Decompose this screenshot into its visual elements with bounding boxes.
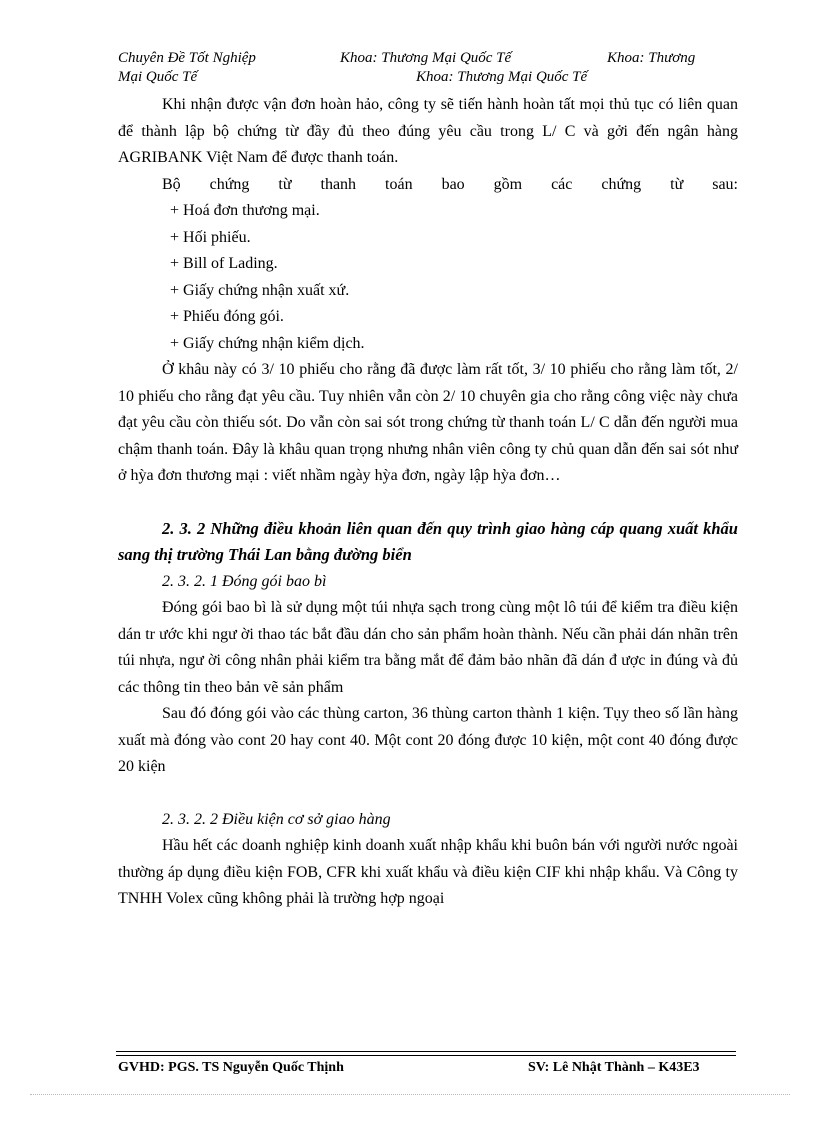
- header-col1-line1: Chuyên Đề Tốt Nghiệp: [118, 50, 256, 66]
- list-item-invoice: + Hoá đơn thương mại.: [170, 202, 320, 219]
- spacer: [118, 490, 738, 516]
- list-item-certificate-of-origin: + Giấy chứng nhận xuất xứ.: [170, 281, 350, 299]
- section-heading: 2. 3. 2 Những điều khoản liên quan đến quy trình giao hàng cáp quang xuất khẩu sang thị trường Thái Lan bằng đường biển: [118, 518, 738, 564]
- spacer: [118, 781, 738, 807]
- footer-student: SV: Lê Nhật Thành – K43E3: [528, 1060, 700, 1075]
- footer-supervisor: GVHD: PGS. TS Nguyễn Quốc Thịnh: [118, 1060, 344, 1075]
- paragraph-documents-list-intro: Bộ chứng từ thanh toán bao gồm các chứng từ sau:: [162, 175, 738, 193]
- header-col2-line2: Khoa: Thương Mại Quốc Tế: [416, 69, 588, 85]
- paragraph-carton: Sau đó đóng gói vào các thùng carton, 36 thùng carton thành 1 kiện. Tụy theo số lần hàng xuất mà đóng vào cont 20 hay cont 40. Một cont 20 đóng được 10 kiện, một cont 40 đóng được 20 kiện: [118, 705, 738, 775]
- list-item-packing-list: + Phiếu đóng gói.: [170, 308, 284, 325]
- list-item-inspection-certificate: + Giấy chứng nhận kiểm dịch.: [170, 334, 365, 352]
- list-item-bill-of-lading: + Bill of Lading.: [170, 255, 278, 272]
- header-col1-line2: Mại Quốc Tế: [118, 69, 198, 85]
- paragraph-documents-intro: Khi nhận được vận đơn hoàn hảo, công ty sẽ tiến hành hoàn tất mọi thủ tục có liên quan để thành lập bộ chứng từ đầy đủ theo đúng yêu cầu trong L/ C và gởi đến ngân hàng AGRIBANK Việt Nam để được thanh toán.: [118, 96, 738, 166]
- footer-divider-thin: [116, 1055, 736, 1056]
- document-body: [118, 92, 738, 913]
- subsection-heading-packaging: 2. 3. 2. 1 Đóng gói bao bì: [162, 572, 327, 590]
- subsection-heading-delivery-terms: 2. 3. 2. 2 Điều kiện cơ sở giao hàng: [162, 810, 391, 828]
- paragraph-evaluation: Ở khâu này có 3/ 10 phiếu cho rằng đã được làm rất tốt, 3/ 10 phiếu cho rằng làm tốt, 2/ 10 phiếu cho rằng đạt yêu cầu. Tuy nhiên vẫn còn 2/ 10 chuyên gia cho rằng công việc này chưa đạt yêu cầu còn thiếu sót. Do vẫn còn sai sót trong chứng từ thanh toán L/ C dẫn đến người mua chậm thanh toán. Đây là khâu quan trọng nhưng nhân viên công ty chủ quan dẫn đến sai sót như ở hỳa đơn thương mại : viết nhầm ngày hỳa đơn, ngày lập hỳa đơn…: [118, 361, 738, 484]
- paragraph-packaging: Đóng gói bao bì là sử dụng một túi nhựa sạch trong cùng một lô túi để kiểm tra điều kiện dán tr ước khi ngư ời thao tác bắt đầu dán cho sản phẩm hoàn thành. Nếu cần phải dán nhãn trên túi nhựa, ngư ời công nhân phải kiểm tra bằng mắt để đảm bảo nhãn đã dán đ ược in đúng và đủ các thông tin theo bản vẽ sản phẩm: [118, 599, 738, 696]
- paragraph-delivery-terms: Hầu hết các doanh nghiệp kinh doanh xuất nhập khẩu khi buôn bán với người nước ngoài thường áp dụng điều kiện FOB, CFR khi xuất khẩu và điều kiện CIF khi nhập khẩu. Và Công ty TNHH Volex cũng không phải là trường hợp ngoại: [118, 837, 738, 907]
- header-col3-line1: Khoa: Thương: [607, 50, 696, 66]
- list-item-bill-of-exchange: + Hối phiếu.: [170, 228, 251, 246]
- header-col2-line1: Khoa: Thương Mại Quốc Tế: [340, 50, 512, 66]
- page-edge-dotted-line: [30, 1094, 790, 1095]
- footer-divider: [116, 1051, 736, 1052]
